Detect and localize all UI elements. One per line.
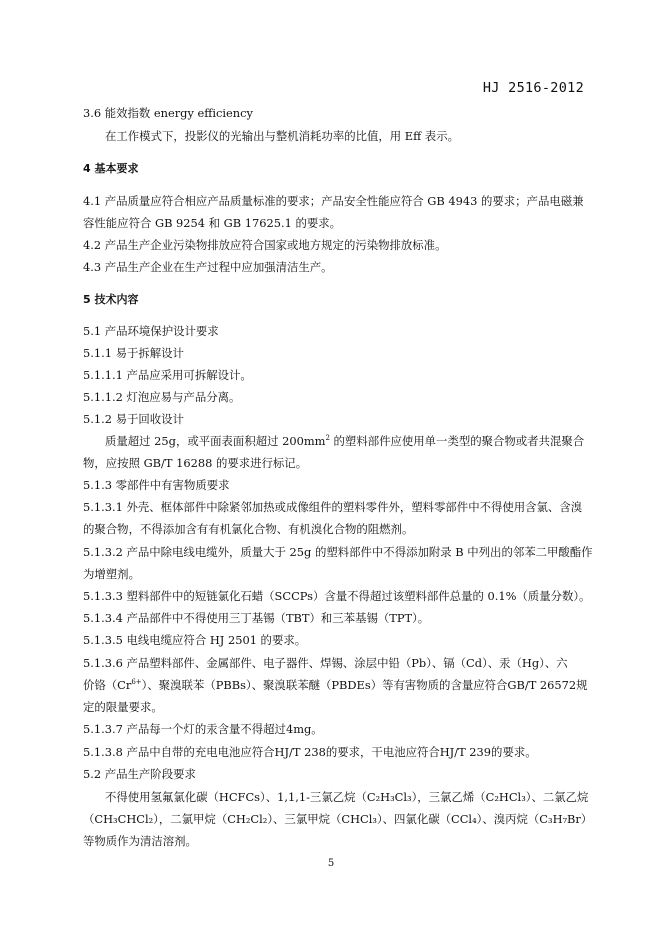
clause-4-3: 4.3 产品生产企业在生产过程中应加强清洁生产。	[83, 260, 333, 274]
clause-5-1-3-3: 5.1.3.3 塑料部件中的短链氯化石蜡（SCCPs）含量不得超过该塑料部件总量的 0.1%（质量分数）。	[83, 589, 591, 603]
clause-5-1-3-7: 5.1.3.7 产品每一个灯的汞含量不得超过4mg。	[83, 722, 323, 736]
clause-5-1-3-4: 5.1.3.4 产品部件中不得使用三丁基锡（TBT）和三苯基锡（TPT）。	[83, 611, 430, 625]
clause-5-2-para-line1: 不得使用氢氟氯化碳（HCFCs）、1,1,1-三氯乙烷（C₂H₃Cl₃），三氯乙烯（C₂HCl₃）、二氯乙烷	[105, 790, 589, 804]
page-number: 5	[327, 858, 335, 869]
clause-5-1-3-2-line2: 为增塑剂。	[83, 567, 140, 581]
clause-5-1-3-1-line2: 的聚合物，不得添加含有有机氯化合物、有机溴化合物的阻燃剂。	[83, 522, 414, 536]
clause-5-1-3-2-line1: 5.1.3.2 产品中除电线电缆外，质量大于 25g 的塑料部件中不得添加附录 B 中列出的邻苯二甲酸酯作	[83, 545, 593, 559]
clause-5-1-2-para-line1: 质量超过 25g，或平面表面积超过 $200mm^2$ 的塑料部件应使用单一类型的聚合物或者共混聚合	[105, 434, 585, 448]
clause-4-1-line2: 容性能应符合 GB 9254 和 GB 17625.1 的要求。	[83, 216, 342, 230]
section-5-heading: 5 技术内容	[83, 293, 139, 306]
clause-4-2: 4.2 产品生产企业污染物排放应符合国家或地方规定的污染物排放标准。	[83, 238, 447, 252]
clause-5-1-1-1: 5.1.1.1 产品应采用可拆解设计。	[83, 368, 252, 382]
clause-5-1-3-5: 5.1.3.5 电线电缆应符合 HJ 2501 的要求。	[83, 633, 307, 647]
clause-5-1-3: 5.1.3 零部件中有害物质要求	[83, 478, 230, 492]
clause-5-1-3-8: 5.1.3.8 产品中自带的充电电池应符合HJ/T 238的要求，干电池应符合HJ/T 239的要求。	[83, 745, 537, 759]
clause-5-1: 5.1 产品环境保护设计要求	[83, 324, 219, 338]
clause-5-1-3-6-line3: 定的限量要求。	[83, 700, 163, 714]
doc-code-header: HJ 2516-2012	[482, 80, 584, 96]
section-4-heading: 4 基本要求	[83, 162, 139, 175]
clause-5-1-3-1-line1: 5.1.3.1 外壳、框体部件中除紧邻加热或成像组件的塑料零件外，塑料零部件中不得使用含氯、含溴	[83, 500, 583, 514]
clause-5-1-1: 5.1.1 易于拆解设计	[83, 346, 184, 360]
clause-5-2-para-line3: 等物质作为清洁溶剂。	[83, 834, 197, 848]
clause-5-1-2: 5.1.2 易于回收设计	[83, 412, 184, 426]
clause-4-1-line1: 4.1 产品质量应符合相应产品质量标准的要求；产品安全性能应符合 GB 4943 的要求；产品电磁兼	[83, 194, 584, 208]
clause-5-1-1-2: 5.1.1.2 灯泡应易与产品分离。	[83, 390, 241, 404]
section-3-6-body: 在工作模式下，投影仪的光输出与整机消耗功率的比值，用 Eff 表示。	[105, 129, 459, 143]
clause-5-1-2-para-line2: 物，应按照 GB/T 16288 的要求进行标记。	[83, 456, 308, 470]
clause-5-2: 5.2 产品生产阶段要求	[83, 767, 196, 781]
section-3-6-title: 3.6 能效指数 energy efficiency	[83, 106, 253, 120]
clause-5-2-para-line2: （CH₃CHCl₂），二氯甲烷（CH₂Cl₂）、三氯甲烷（CHCl₃）、四氯化碳（CCl₄）、溴丙烷（C₃H₇Br）	[83, 812, 593, 826]
clause-5-1-3-6-line1: 5.1.3.6 产品塑料部件、金属部件、电子器件、焊锡、涂层中铅（Pb）、镉（Cd）、汞（Hg）、六	[83, 656, 568, 670]
clause-5-1-3-6-line2: 价铬$(Cr^{6+})$、聚溴联苯（PBBs）、聚溴联苯醚（PBDEs）等有害物质的含量应符合GB/T 26572规	[83, 678, 588, 692]
